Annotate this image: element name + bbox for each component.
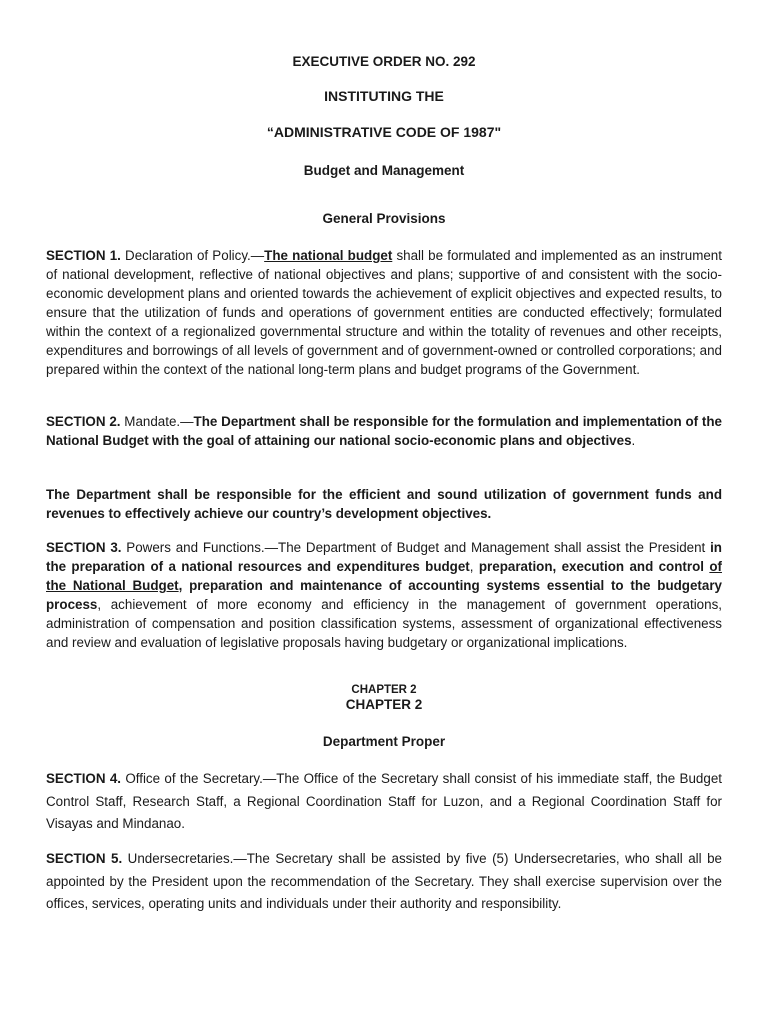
section-5-text: Undersecretaries.—The Secretary shall be assisted by five (5) Undersecretaries, who shall all be appointed by the President upon the recommendation of the Secretary. They shall exercise supervision over the offices, services, operating units and individuals under their authority and responsibility. xyxy=(46,851,722,911)
section-3-emphasis-2: preparation, execution and control xyxy=(478,559,710,574)
department-proper-heading: Department Proper xyxy=(322,734,446,749)
section-2-label: SECTION 2. xyxy=(46,414,121,429)
section-5-label: SECTION 5. xyxy=(46,851,123,866)
section-4 xyxy=(46,768,722,836)
executive-order-number: EXECUTIVE ORDER NO. 292 xyxy=(292,54,476,69)
section-4-label: SECTION 4. xyxy=(46,771,122,786)
section-2-end: . xyxy=(631,433,636,448)
section-3-emphasis-underlined: of the National Budget xyxy=(46,559,722,593)
section-3-text-2: , xyxy=(469,559,479,574)
section-3-text-1: Powers and Functions.—The Department of Budget and Management shall assist the President xyxy=(121,540,711,555)
section-4-text: Office of the Secretary.—The Office of the Secretary shall consist of his immediate staff, the Budget Control Staff, Research Staff, a Regional Coordination Staff for Luzon, and a Regional Coordination Staff for Visayas and Mindanao. xyxy=(46,771,722,831)
section-5 xyxy=(46,848,722,916)
section-2-paragraph-2: The Department shall be responsible for the efficient and sound utilization of government funds and revenues to effectively achieve our country’s development objectives. xyxy=(46,487,722,521)
chapter-label: CHAPTER 2 xyxy=(345,697,423,712)
section-2-emphasis: The Department shall be responsible for the formulation and implementation of the National Budget with the goal of attaining our national socio-economic plans and objectives xyxy=(46,414,722,448)
code-title: “ADMINISTRATIVE CODE OF 1987" xyxy=(266,124,502,140)
section-3-text-3: , achievement of more economy and efficiency in the management of government operations, administration of compensation and position classification systems, assessment of organizational effectiveness and review and evaluation of legislative proposals having budgetary or organizational implications. xyxy=(46,597,722,650)
section-1-heading: Declaration of Policy.— xyxy=(120,248,265,263)
section-1 xyxy=(46,246,722,379)
chapter-label-small: CHAPTER 2 xyxy=(351,684,417,696)
section-2-heading: Mandate.— xyxy=(120,414,194,429)
general-provisions-heading: General Provisions xyxy=(322,211,446,226)
section-1-label: SECTION 1. xyxy=(46,248,121,263)
budget-management-title: Budget and Management xyxy=(303,163,465,178)
section-1-text: shall be formulated and implemented as an instrument of national development, reflective of national objectives and plans; supportive of and consistent with the socio-economic development plans and oriented towards the achievement of explicit objectives and expected results, to ensure that the utilization of funds and operations of government entities are conducted effectively; formulated within the context of a regionalized governmental structure and within the totality of revenues and other receipts, expenditures and borrowings of all levels of government and of government-owned or controlled corporations; and prepared within the context of the national long-term plans and budget programs of the Government. xyxy=(46,248,722,377)
section-2 xyxy=(46,412,722,450)
section-3-emphasis-1: in the preparation of a national resources and expenditures budget xyxy=(46,540,722,574)
section-3 xyxy=(46,538,722,652)
section-1-emphasis: The national budget xyxy=(264,248,393,263)
section-3-label: SECTION 3. xyxy=(46,540,122,555)
section-3-emphasis-3: , preparation and maintenance of accounting systems essential to the budgetary process xyxy=(46,578,722,612)
instituting-heading: INSTITUTING THE xyxy=(324,88,444,104)
